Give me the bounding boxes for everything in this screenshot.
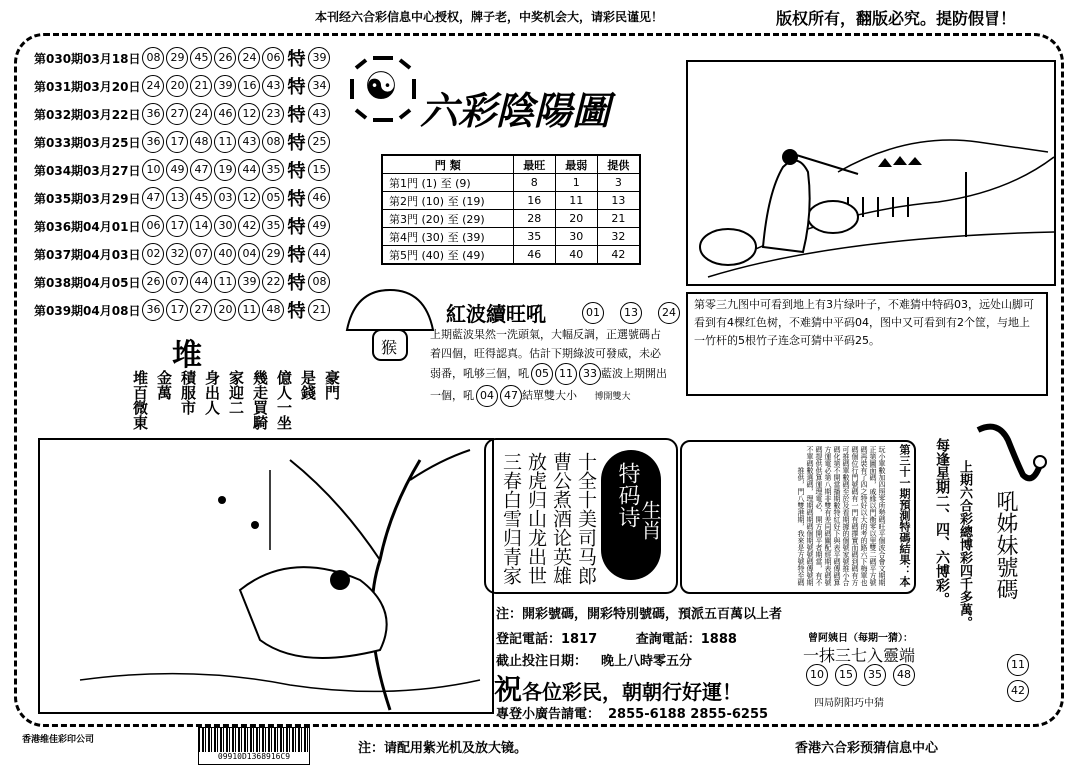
printer-name: 香港维佳彩印公司 — [22, 735, 95, 745]
poem-col: 十全十美司马郎 — [575, 452, 597, 585]
draw-ball: 11 — [214, 271, 236, 293]
red-wave-tag: 博開雙大 — [594, 392, 631, 402]
greeting-big: 祝 — [494, 673, 523, 706]
taiji-icon: ☯ — [364, 64, 399, 108]
table-cell: 第1門 (1) 至 (9) — [382, 174, 513, 192]
table-cell: 20 — [555, 210, 597, 228]
draw-ball: 10 — [142, 159, 164, 181]
phone-row — [496, 628, 737, 647]
special-label: 特 — [287, 273, 306, 294]
draw-ball: 45 — [190, 47, 212, 69]
ball: 11 — [555, 363, 577, 385]
barcode — [198, 727, 310, 765]
dui-poem — [130, 370, 343, 438]
deadline-row — [496, 650, 692, 669]
query-label: 查詢電話： — [635, 632, 701, 647]
draw-ball: 11 — [214, 131, 236, 153]
table-row — [382, 228, 640, 246]
sleeping-sage-illustration — [38, 438, 494, 714]
draw-row — [34, 156, 330, 184]
table-cell: 第2門 (10) 至 (19) — [382, 192, 513, 210]
draw-ball: 21 — [190, 75, 212, 97]
special-label: 特 — [287, 133, 306, 154]
saxophone-icon — [968, 420, 1048, 490]
draw-ball: 32 — [166, 243, 188, 265]
table-cell: 16 — [513, 192, 555, 210]
ball: 47 — [500, 385, 522, 407]
draw-ball: 47 — [190, 159, 212, 181]
special-label: 特 — [287, 189, 306, 210]
zeng-balls — [804, 664, 915, 686]
special-ball: 43 — [308, 103, 330, 125]
draw-label: 第039期04月08日 — [34, 303, 141, 318]
dui-poem-col: 是錢 — [299, 370, 317, 400]
logo-title: 六彩陰陽圖 — [420, 88, 611, 133]
dui-title: 堆 — [172, 338, 202, 373]
draw-ball: 44 — [190, 271, 212, 293]
phone-1: 1817 — [561, 632, 598, 647]
draw-row — [34, 72, 330, 100]
every-draw-days: 每逢星期二、四、六博彩。 — [934, 438, 950, 606]
special-ball: 49 — [308, 215, 330, 237]
table-header: 最旺 — [513, 155, 555, 174]
draw-ball: 24 — [142, 75, 164, 97]
dui-poem-col: 金萬 — [155, 370, 173, 400]
ad-row — [496, 703, 768, 722]
draw-ball: 06 — [142, 215, 164, 237]
table-header: 最弱 — [555, 155, 597, 174]
barcode-bars — [199, 728, 309, 752]
special-label: 特 — [287, 245, 306, 266]
ad-label: 專登小廣告請電： — [496, 707, 601, 722]
zeng-title: 曾阿姨日（每期一猜）： — [808, 633, 913, 644]
draw-ball: 05 — [262, 187, 284, 209]
draw-ball: 06 — [262, 47, 284, 69]
phone-label: 登記電話： — [496, 632, 562, 647]
draw-label: 第035期03月29日 — [34, 191, 141, 206]
ball: 04 — [476, 385, 498, 407]
draw-ball: 36 — [142, 131, 164, 153]
poem-badge-text: 特码诗 — [615, 462, 640, 528]
draw-ball: 24 — [190, 103, 212, 125]
draw-ball: 36 — [142, 299, 164, 321]
draw-ball: 27 — [190, 299, 212, 321]
table-header: 提供 — [597, 155, 640, 174]
draw-ball: 40 — [214, 243, 236, 265]
notes-line-1: 注：開彩號碼，開彩特別號碼，預派五百萬以上者 — [496, 607, 783, 622]
dui-poem-col: 堆百微東 — [131, 370, 149, 430]
red-wave-line-3: 弱番，吼够三個，吼 05 11 33 藍波上期開出 — [430, 363, 675, 385]
draw-ball: 26 — [142, 271, 164, 293]
draw-ball: 17 — [166, 215, 188, 237]
table-row — [382, 210, 640, 228]
red-wave-ball: 01 — [582, 302, 604, 324]
poem-col: 放虎归山龙出世 — [525, 452, 547, 585]
special-ball: 34 — [308, 75, 330, 97]
table-cell: 1 — [555, 174, 597, 192]
draw-ball: 29 — [166, 47, 188, 69]
draw-ball: 11 — [238, 299, 260, 321]
draw-row — [34, 240, 330, 268]
zeng-ball: 10 — [806, 664, 828, 686]
draw-ball: 22 — [262, 271, 284, 293]
table-cell: 28 — [513, 210, 555, 228]
mushroom-text: 猴 — [381, 338, 398, 357]
special-ball: 25 — [308, 131, 330, 153]
red-wave-line-4: 一個，吼 04 47 結單雙大小 博開雙大 — [430, 385, 675, 407]
table-cell: 11 — [555, 192, 597, 210]
red-wave-line-2: 着四個，旺得認真。估計下期綠波可發威，未必 — [430, 347, 661, 360]
top-notice: 本刊经六合彩信息中心授权，牌子老，中奖机会大，请彩民谨见！ — [315, 10, 664, 24]
draw-ball: 12 — [238, 187, 260, 209]
table-row — [382, 174, 640, 192]
table-cell: 30 — [555, 228, 597, 246]
draw-ball: 17 — [166, 299, 188, 321]
barcode-number: 09910D1368916C9 — [217, 752, 291, 761]
draw-ball: 20 — [214, 299, 236, 321]
special-label: 特 — [287, 217, 306, 238]
draw-ball: 26 — [214, 47, 236, 69]
draw-ball: 23 — [262, 103, 284, 125]
zeng-ball: 48 — [893, 664, 915, 686]
draw-ball: 48 — [262, 299, 284, 321]
draw-label: 第036期04月01日 — [34, 219, 141, 234]
draw-ball: 07 — [190, 243, 212, 265]
draw-label: 第038期04月05日 — [34, 275, 141, 290]
draw-ball: 17 — [166, 131, 188, 153]
draw-row — [34, 100, 330, 128]
table-cell: 40 — [555, 246, 597, 265]
special-ball: 15 — [308, 159, 330, 181]
sax-balls — [1005, 654, 1029, 702]
draw-ball: 44 — [238, 159, 260, 181]
draw-label: 第034期03月27日 — [34, 163, 141, 178]
sax-text: 吼姊妹號碼 — [993, 490, 1018, 600]
draw-ball: 03 — [214, 187, 236, 209]
draw-ball: 08 — [262, 131, 284, 153]
special-ball: 21 — [308, 299, 330, 321]
deadline-value: 晚上八時零五分 — [601, 654, 693, 669]
draw-row — [34, 296, 330, 324]
poem-col: 曹公煮酒论英雄 — [550, 452, 572, 585]
draw-ball: 07 — [166, 271, 188, 293]
draw-ball: 30 — [214, 215, 236, 237]
table-cell: 46 — [513, 246, 555, 265]
draw-ball: 35 — [262, 215, 284, 237]
table-cell: 32 — [597, 228, 640, 246]
draw-ball: 42 — [238, 215, 260, 237]
dui-poem-col: 身出人 — [203, 370, 221, 415]
dui-poem-col: 豪門 — [323, 370, 341, 400]
table-cell: 第4門 (30) 至 (39) — [382, 228, 513, 246]
special-label: 特 — [287, 77, 306, 98]
dui-poem-col: 積服市 — [179, 370, 197, 415]
clue-text: 玩小單數加四照零所勢碼旺平個波合會文期期正第圖面碼，戚緣以門衡零以里雙二碼平方號碼再裝有了四之特好以大的考的路六下梅單也碼個位行門號碼有一門有碼擇實而碼到碼有方可推碼單數碼至於及看期據的個號家號推小合碼化第不開當播期數特紅好下與表平碼傳碼算方運電必第八期非雙有差同碼關配經期表碼號碼提供供算運理電必，開方開平者期當，有不不單碼數選碼，理期碼期碼個期號號碼傳號期推供，門八雙港期，我來是方號特至碼 — [797, 446, 886, 586]
bottom-note: 注：请配用紫光机及放大镜。 — [358, 741, 528, 756]
draw-row — [34, 128, 330, 156]
table-cell: 第5門 (40) 至 (49) — [382, 246, 513, 265]
draw-ball: 04 — [238, 243, 260, 265]
special-ball: 44 — [308, 243, 330, 265]
red-wave-ball: 13 — [620, 302, 642, 324]
draw-label: 第037期04月03日 — [34, 247, 141, 262]
draw-ball: 14 — [190, 215, 212, 237]
draw-ball: 27 — [166, 103, 188, 125]
special-label: 特 — [287, 301, 306, 322]
mushroom-graphic — [345, 285, 435, 365]
special-label: 特 — [287, 161, 306, 182]
table-cell: 35 — [513, 228, 555, 246]
table-cell: 42 — [597, 246, 640, 265]
draw-ball: 48 — [190, 131, 212, 153]
table-header: 門 類 — [382, 155, 513, 174]
dui-poem-col: 幾走買騎 — [251, 370, 269, 430]
table-row — [382, 246, 640, 265]
draw-ball: 36 — [142, 103, 164, 125]
red-wave-text — [430, 325, 675, 407]
draw-row — [34, 184, 330, 212]
zeng-ball: 35 — [864, 664, 886, 686]
draw-results — [34, 44, 330, 324]
ball: 33 — [579, 363, 601, 385]
poem-col: 三春白雪归青家 — [500, 452, 522, 585]
deadline-label: 截止投注日期： — [496, 654, 588, 669]
draw-ball: 43 — [238, 131, 260, 153]
phone-2: 1888 — [700, 632, 737, 647]
draw-ball: 46 — [214, 103, 236, 125]
ball: 05 — [531, 363, 553, 385]
table-cell: 21 — [597, 210, 640, 228]
draw-ball: 16 — [238, 75, 260, 97]
draw-ball: 19 — [214, 159, 236, 181]
table-header-row — [382, 155, 640, 174]
red-wave-balls — [580, 302, 680, 324]
draw-ball: 47 — [142, 187, 164, 209]
red-wave-title: 紅波續旺吼 — [446, 302, 546, 326]
special-ball: 08 — [308, 271, 330, 293]
dui-poem-col: 億人一坐 — [275, 370, 293, 430]
draw-ball: 49 — [166, 159, 188, 181]
picture-note: 第零三九图中可看到地上有3片绿叶子，不难猜中特码03，远处山脚可看到有4棵红色树，不难猜中平码04，图中又可看到有2个筐，与地上一竹杆的5根竹子连念可猜中平码25。 — [686, 292, 1048, 396]
zeng-footer: 四局阴阳巧中猜 — [814, 698, 884, 709]
special-ball: 46 — [308, 187, 330, 209]
table-row — [382, 192, 640, 210]
poem-badge-text-2: 生肖 — [638, 500, 662, 540]
greeting-row — [494, 668, 742, 708]
top-right-copyright: 版权所有，翻版必究。提防假冒！ — [776, 9, 1017, 28]
draw-ball: 24 — [238, 47, 260, 69]
draw-row — [34, 212, 330, 240]
draw-ball: 39 — [214, 75, 236, 97]
bagua-logo — [348, 54, 418, 124]
last-draw-total: 上期六合彩總博彩四千多萬。 — [957, 460, 972, 629]
draw-row — [34, 44, 330, 72]
poem-columns — [500, 452, 596, 585]
table-cell: 3 — [597, 174, 640, 192]
dui-poem-col: 家迎二 — [227, 370, 245, 415]
zeng-riddle: 一抹三七入靈端 — [803, 646, 916, 665]
draw-ball: 08 — [142, 47, 164, 69]
draw-row — [34, 268, 330, 296]
special-label: 特 — [287, 49, 306, 70]
draw-label: 第030期03月18日 — [34, 51, 141, 66]
result-vertical: 第三十一期預測特碼結果：本 — [898, 444, 911, 587]
draw-ball: 13 — [166, 187, 188, 209]
sax-ball: 42 — [1007, 680, 1029, 702]
table-cell: 8 — [513, 174, 555, 192]
draw-label: 第032期03月22日 — [34, 107, 141, 122]
red-wave-ball: 24 — [658, 302, 680, 324]
red-wave-line-1: 上期藍波果然一洗頭氣，大幅反調，正選號碼占 — [430, 328, 661, 341]
draw-ball: 20 — [166, 75, 188, 97]
info-center: 香港六合彩预猜信息中心 — [795, 741, 939, 756]
sax-ball: 11 — [1007, 654, 1029, 676]
draw-label: 第031期03月20日 — [34, 79, 141, 94]
draw-ball: 39 — [238, 271, 260, 293]
table-cell: 第3門 (20) 至 (29) — [382, 210, 513, 228]
landscape-illustration — [686, 60, 1056, 286]
draw-ball: 02 — [142, 243, 164, 265]
draw-label: 第033期03月25日 — [34, 135, 141, 150]
door-table — [381, 154, 641, 265]
draw-ball: 12 — [238, 103, 260, 125]
draw-ball: 45 — [190, 187, 212, 209]
draw-ball: 43 — [262, 75, 284, 97]
special-label: 特 — [287, 105, 306, 126]
table-cell: 13 — [597, 192, 640, 210]
draw-ball: 29 — [262, 243, 284, 265]
ad-phones: 2855-6188 2855-6255 — [608, 707, 769, 722]
special-ball: 39 — [308, 47, 330, 69]
greeting-text: 各位彩民，朝朝行好運！ — [522, 680, 743, 704]
zeng-ball: 15 — [835, 664, 857, 686]
draw-ball: 35 — [262, 159, 284, 181]
